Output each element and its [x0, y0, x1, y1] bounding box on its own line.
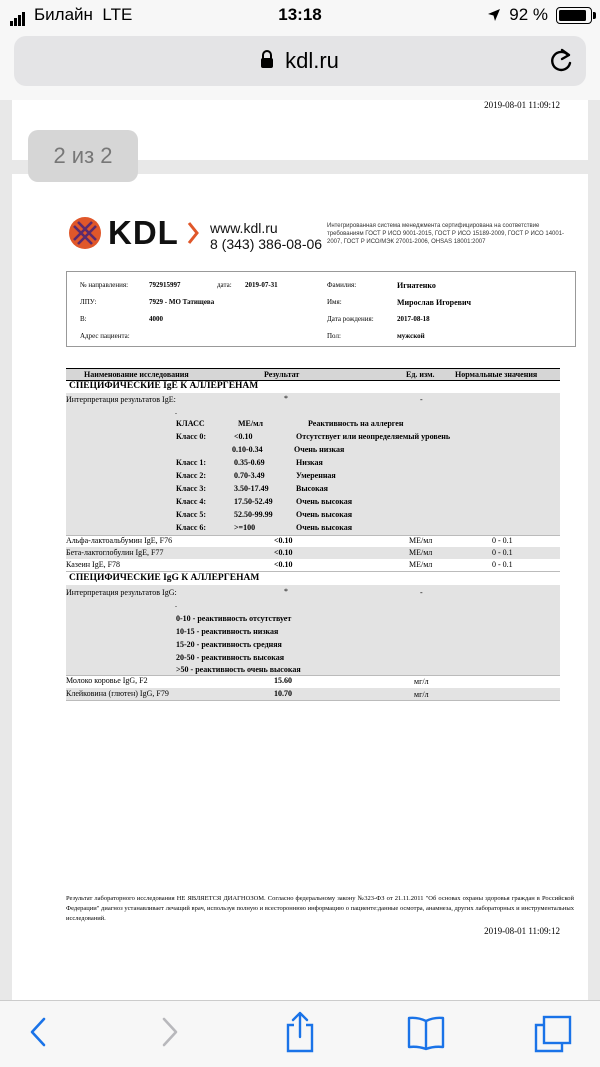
referral-date: 2019-07-31	[245, 281, 278, 289]
page-2	[12, 174, 588, 1000]
ige-scale-range: >=100	[234, 523, 256, 532]
ige-scale-class: Класс 1:	[176, 458, 207, 467]
battery-icon	[556, 7, 592, 24]
tabs-icon[interactable]	[534, 1015, 572, 1053]
ige-interp-norm: -	[420, 395, 423, 404]
ige-dot: .	[175, 407, 177, 416]
ige-row-norm: 0 - 0.1	[492, 548, 513, 557]
igg-scale-line: 10-15 - реактивность низкая	[176, 627, 279, 636]
igg-row-name: Молоко коровье IgG, F2	[66, 676, 148, 685]
igg-interp-result: *	[284, 587, 288, 596]
print-timestamp: 2019-08-01 11:09:12	[484, 926, 560, 936]
row-divider	[66, 571, 560, 572]
clock: 13:18	[278, 5, 322, 24]
col-norm: Нормальные значения	[455, 370, 538, 379]
igg-scale-line: 0-10 - реактивность отсутствует	[176, 614, 292, 623]
ige-scale-range: 3.50-17.49	[234, 484, 269, 493]
col-result: Результат	[264, 370, 300, 379]
dob-label: Дата рождения:	[327, 315, 374, 323]
lpu-value: 7929 - МО Татищева	[149, 298, 215, 306]
ige-scale-desc: Очень низкая	[294, 445, 345, 454]
col-unit: Ед. изм.	[406, 370, 435, 379]
browser-topbar	[0, 30, 600, 100]
network-type: LTE	[102, 5, 133, 24]
share-icon[interactable]	[284, 1011, 316, 1053]
surname-value: Игнатенко	[397, 281, 436, 290]
ige-scale-desc: Очень высокая	[296, 523, 353, 532]
date-label: дата:	[217, 281, 232, 289]
carrier: Билайн LTE	[34, 5, 133, 24]
ige-section-title: СПЕЦИФИЧЕСКИЕ IgE К АЛЛЕРГЕНАМ	[69, 381, 259, 391]
page-indicator: 2 из 2	[28, 130, 138, 182]
igg-interp-block	[66, 585, 560, 675]
ige-row-result: <0.10	[274, 548, 293, 557]
back-icon[interactable]	[28, 1015, 50, 1049]
igg-row-result: 10.70	[274, 689, 292, 698]
phone: 8 (343) 386-08-06	[210, 236, 323, 252]
ige-scale-desc: Отсутствует или неопределяемый уровень	[296, 432, 451, 441]
ige-interp-label: Интерпретация результатов IgE:	[66, 395, 176, 404]
igg-dot: .	[175, 600, 177, 609]
igg-interp-label: Интерпретация результатов IgG:	[66, 588, 177, 597]
ige-scale-desc: Умеренная	[296, 471, 336, 480]
igg-row-name: Клейковина (глютен) IgG, F79	[66, 689, 169, 698]
address-bar[interactable]	[14, 36, 586, 86]
ige-row-name: Альфа-лактоальбумин IgE, F76	[66, 536, 173, 545]
lock-icon	[261, 58, 273, 68]
chevron-right-icon	[187, 221, 199, 245]
brand-name: KDL	[108, 214, 179, 251]
igg-row-unit: мг/л	[414, 677, 429, 686]
location-arrow-icon	[487, 8, 501, 22]
ige-scale-desc: Высокая	[296, 484, 328, 493]
ige-scale-range: 0.35-0.69	[234, 458, 265, 467]
igg-scale-line: >50 - реактивность очень высокая	[176, 665, 301, 674]
ige-scale-class: Класс 6:	[176, 523, 207, 532]
row-divider	[66, 700, 560, 701]
surname-label: Фамилия:	[327, 281, 357, 289]
col-name: Наименование исследования	[84, 370, 189, 379]
url-text: kdl.ru	[285, 48, 339, 73]
referral-label: № направления:	[80, 281, 129, 289]
v-label: В:	[80, 315, 87, 323]
browser-toolbar	[0, 1000, 600, 1067]
ige-scale-class: Класс 3:	[176, 484, 207, 493]
ige-interp-result: *	[284, 394, 288, 403]
name-label: Имя:	[327, 298, 342, 306]
reload-icon[interactable]	[548, 47, 574, 75]
pdf-viewer[interactable]	[0, 100, 600, 1000]
battery-percent: 92 %	[509, 5, 548, 24]
igg-row-result: 15.60	[274, 676, 292, 685]
bookmarks-icon[interactable]	[406, 1015, 446, 1051]
ige-scale-class: Класс 0:	[176, 432, 207, 441]
lpu-label: ЛПУ:	[80, 298, 97, 306]
ige-row-unit: МЕ/мл	[409, 536, 433, 545]
ige-scale-class: Класс 5:	[176, 510, 207, 519]
igg-interp-norm: -	[420, 588, 423, 597]
igg-scale-line: 15-20 - реактивность средняя	[176, 640, 282, 649]
ige-scale-class: Класс 4:	[176, 497, 207, 506]
ige-row-result: <0.10	[274, 560, 293, 569]
igg-section-title: СПЕЦИФИЧЕСКИЕ IgG К АЛЛЕРГЕНАМ	[69, 573, 260, 583]
forward-icon[interactable]	[158, 1015, 180, 1049]
ige-scale-range: <0.10	[234, 432, 253, 441]
patient-info	[66, 271, 576, 347]
referral-number: 792915997	[149, 281, 181, 289]
ige-scale-range: 17.50-52.49	[234, 497, 273, 506]
ige-row-norm: 0 - 0.1	[492, 560, 513, 569]
dob-value: 2017-08-18	[397, 315, 430, 323]
ige-row-name: Казеин IgE, F78	[66, 560, 121, 569]
kdl-logo-icon	[68, 216, 102, 250]
status-bar	[0, 0, 600, 30]
ige-scale-desc: Низкая	[296, 458, 323, 467]
name-value: Мирослав Игоревич	[397, 298, 472, 307]
ige-scale-range: 52.50-99.99	[234, 510, 273, 519]
ige-row-unit: МЕ/мл	[409, 560, 433, 569]
ige-scale-react-head: Реактивность на аллерген	[308, 419, 404, 428]
ige-scale-class-head: КЛАСС	[176, 419, 205, 428]
ige-scale-range: 0.10-0.34	[232, 445, 263, 454]
v-value: 4000	[149, 315, 163, 323]
ige-row-name: Бета-лактоглобулин IgE, F77	[66, 548, 164, 557]
ige-scale-unit-head: МЕ/мл	[238, 419, 264, 428]
ige-scale-range: 0.70-3.49	[234, 471, 265, 480]
disclaimer: Результат лабораторного исследования НЕ ЯВЛЯЕТСЯ ДИАГНОЗОМ. Согласно федеральному закону №323-ФЗ от 21.11.2011 "Об основах охраны здоровья граждан в Российской Федерации" диагноз устанавливает лечащий врач, используя полную и всестороннюю информацию о пациенте:данные осмотра, анамнеза, других лабораторных и инструментальных исследований.	[66, 895, 574, 922]
ige-scale-desc: Очень высокая	[296, 497, 353, 506]
ige-row-result: <0.10	[274, 536, 293, 545]
igg-row-unit: мг/л	[414, 690, 429, 699]
ige-scale-desc: Очень высокая	[296, 510, 353, 519]
ige-row-norm: 0 - 0.1	[492, 536, 513, 545]
website: www.kdl.ru	[210, 220, 278, 236]
address-label: Адрес пациента:	[80, 332, 130, 340]
sex-value: мужской	[397, 332, 425, 340]
kdl-logo	[68, 214, 199, 252]
igg-scale-line: 20-50 - реактивность высокая	[176, 653, 285, 662]
sex-label: Пол:	[327, 332, 341, 340]
ige-row-unit: МЕ/мл	[409, 548, 433, 557]
certification-text: Интегрированная система менеджмента сертифицирована на соответствие требованиям ГОСТ Р ИСО 9001-2015, ГОСТ Р ИСО 15189-2009, ГОСТ Р ИСО 14001-2007, ГОСТ Р ИСО/МЭК 27001-2006, OHSAS 18001:2007	[327, 223, 565, 245]
page-1-timestamp: 2019-08-01 11:09:12	[484, 100, 560, 110]
ige-scale-class: Класс 2:	[176, 471, 207, 480]
